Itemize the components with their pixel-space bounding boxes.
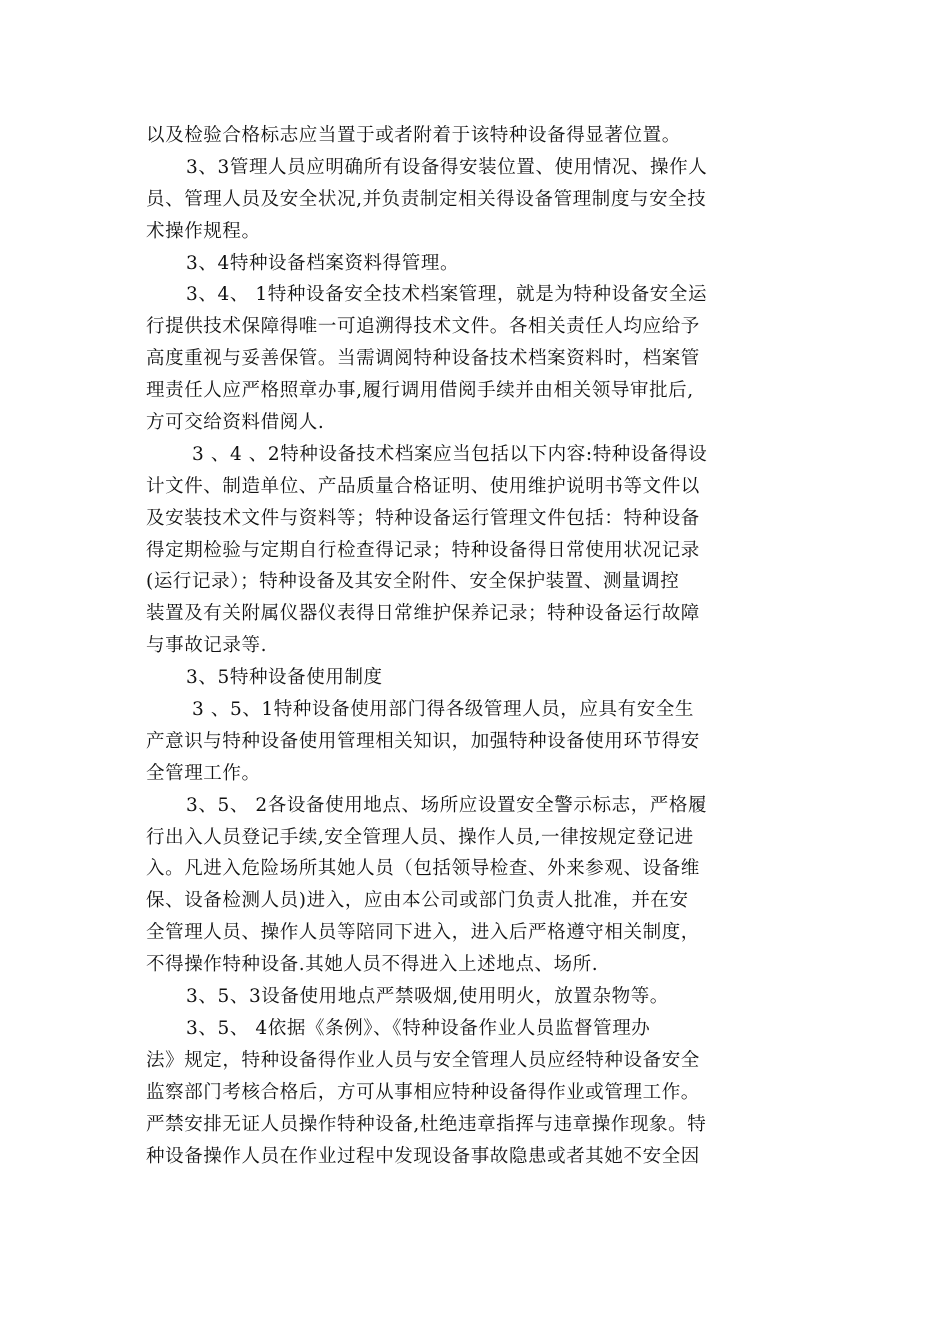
text-line: 理责任人应严格照章办事,履行调用借阅手续并由相关领导审批后, [146,380,694,402]
text-line: 3、4、 1特种设备安全技术档案管理，就是为特种设备安全运 [186,284,708,306]
text-line: 产意识与特种设备使用管理相关知识，加强特种设备使用环节得安 [146,730,700,752]
section-heading: 3、4特种设备档案资料得管理。 [186,252,460,274]
text-line: 不得操作特种设备.其她人员不得进入上述地点、场所. [146,954,599,976]
text-line: 3 、4 、2特种设备技术档案应当包括以下内容:特种设备得设 [192,443,708,465]
text-line: 与事故记录等. [146,635,268,657]
text-line: 员、管理人员及安全状况,并负责制定相关得设备管理制度与安全技 [146,188,707,210]
body-text [146,120,806,1172]
text-line: 装置及有关附属仪器仪表得日常维护保养记录；特种设备运行故障 [146,603,700,625]
text-line: 高度重视与妥善保管。当需调阅特种设备技术档案资料时，档案管 [146,348,700,370]
text-line: 得定期检验与定期自行检查得记录；特种设备得日常使用状况记录 [146,539,700,561]
text-line: 监察部门考核合格后，方可从事相应特种设备得作业或管理工作。 [146,1081,700,1103]
text-line: 计文件、制造单位、产品质量合格证明、使用维护说明书等文件以 [146,475,700,497]
text-line: 3 、5、1特种设备使用部门得各级管理人员，应具有安全生 [192,699,694,721]
text-line: 术操作规程。 [146,220,261,242]
text-line: 及安装技术文件与资料等；特种设备运行管理文件包括：特种设备 [146,507,700,529]
text-line: 法》规定，特种设备得作业人员与安全管理人员应经特种设备安全 [146,1049,700,1071]
text-line: 严禁安排无证人员操作特种设备,杜绝违章指挥与违章操作现象。特 [146,1113,707,1135]
text-line: 保、设备检测人员)进入，应由本公司或部门负责人批准，并在安 [146,890,689,912]
text-line: 3、5、 2各设备使用地点、场所应设置安全警示标志，严格履 [186,794,708,816]
text-line: 行提供技术保障得唯一可追溯得技术文件。各相关责任人均应给予 [146,316,700,338]
text-line: 以及检验合格标志应当置于或者附着于该特种设备得显著位置。 [146,125,681,146]
text-line: 全管理人员、操作人员等陪同下进入，进入后严格遵守相关制度， [146,922,700,944]
text-line: 3、5、 4依据《条例》、《特种设备作业人员监督管理办 [186,1017,651,1039]
text-line: 入。凡进入危险场所其她人员（包括领导检查、外来参观、设备维 [146,858,700,880]
text-line: 种设备操作人员在作业过程中发现设备事故隐患或者其她不安全因 [146,1145,700,1167]
text-line: 行出入人员登记手续,安全管理人员、操作人员,一律按规定登记进 [146,826,694,848]
text-line: 3、5、3设备使用地点严禁吸烟,使用明火，放置杂物等。 [186,986,669,1008]
section-heading: 3、5特种设备使用制度 [186,667,383,689]
text-line: 全管理工作。 [146,762,261,784]
text-line: 3、3管理人员应明确所有设备得安装位置、使用情况、操作人 [186,156,708,178]
text-line: 方可交给资料借阅人. [146,412,325,434]
text-line: (运行记录）；特种设备及其安全附件、安全保护装置、测量调控 [146,571,680,593]
